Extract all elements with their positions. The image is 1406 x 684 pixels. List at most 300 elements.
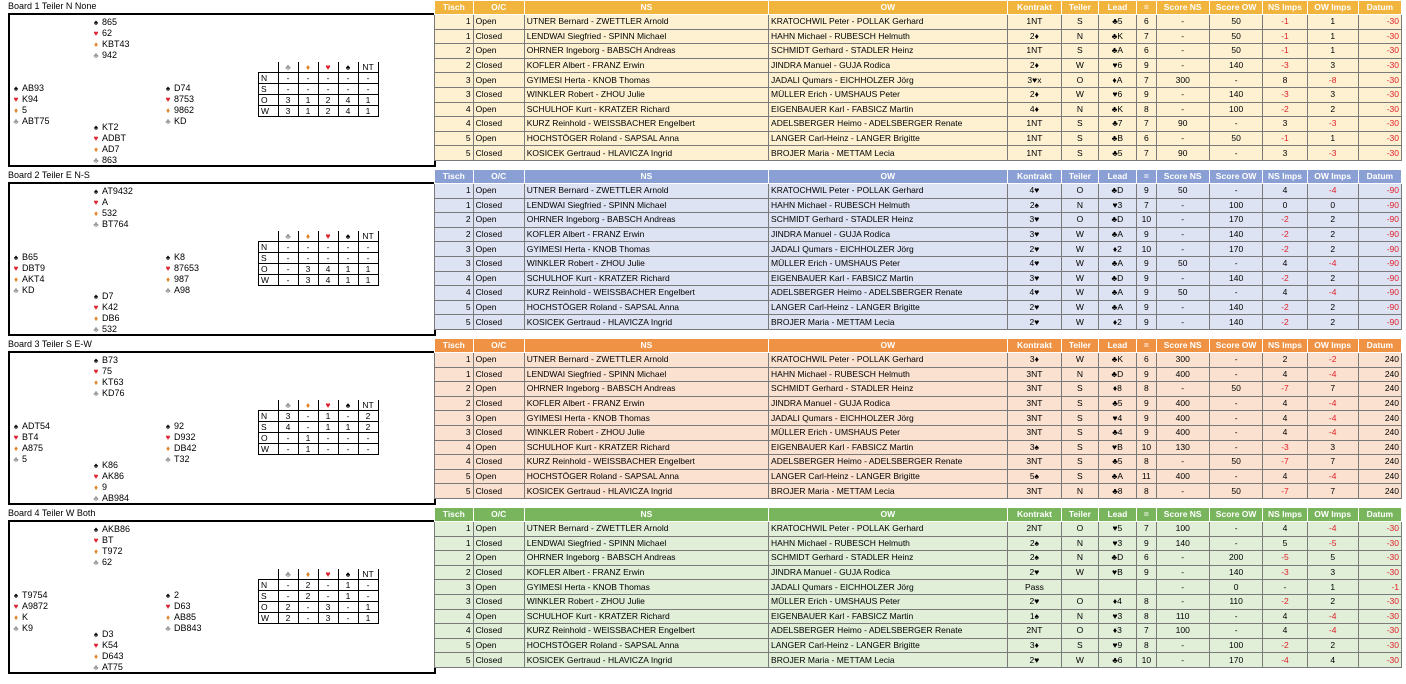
spade-icon: ♠ — [165, 591, 171, 600]
table-cell: -3 — [1263, 58, 1307, 73]
table-cell: 7 — [1137, 117, 1156, 132]
table-cell: - — [1156, 198, 1209, 213]
table-cell: 3 — [435, 73, 474, 88]
table-cell: - — [1156, 638, 1209, 653]
cards-text: T32 — [174, 454, 190, 464]
table-cell: EIGENBAUER Karl - FABSICZ Martin — [769, 102, 1008, 117]
table-cell: 240 — [1358, 469, 1401, 484]
table-cell: - — [1156, 484, 1209, 499]
diamond-icon: ♦ — [165, 444, 171, 453]
table-cell: -90 — [1358, 242, 1401, 257]
suit-holding — [10, 252, 45, 263]
table-cell: Open — [473, 242, 524, 257]
cards-text: D63 — [174, 601, 191, 611]
dd-cell: 4 — [318, 264, 338, 275]
table-cell: SCHULHOF Kurt - KRATZER Richard — [524, 609, 768, 624]
suit-holding — [10, 105, 50, 116]
suit-holding — [90, 28, 130, 39]
dd-header-cell: ♥ — [318, 400, 338, 411]
dd-cell: 3 — [298, 264, 318, 275]
diamond-icon: ♦ — [165, 275, 171, 284]
club-icon: ♣ — [165, 117, 171, 126]
table-cell: 9 — [1137, 58, 1156, 73]
spade-icon: ♠ — [165, 253, 171, 262]
suit-holding — [90, 460, 129, 471]
table-cell: -4 — [1307, 411, 1358, 426]
cards-text: K86 — [102, 460, 119, 470]
table-cell: Open — [473, 102, 524, 117]
suit-holding — [162, 94, 194, 105]
dd-cell: 1 — [298, 106, 318, 117]
table-cell: -3 — [1307, 117, 1358, 132]
table-cell: 130 — [1156, 440, 1209, 455]
table-cell: ADELSBERGER Heimo - ADELSBERGER Renate — [769, 455, 1008, 470]
dd-seat-label: W — [259, 106, 279, 117]
column-header: Datum — [1358, 170, 1401, 184]
column-header: Teiler — [1062, 339, 1098, 353]
east-hand — [162, 421, 197, 465]
cards-text: T972 — [102, 546, 123, 556]
board-title: Board 2 Teiler E N-S — [8, 170, 90, 180]
table-cell: -30 — [1358, 146, 1401, 161]
spade-icon: ♠ — [93, 461, 99, 470]
dd-cell: 1 — [358, 275, 378, 286]
dd-cell: 1 — [298, 95, 318, 106]
cards-text: 75 — [102, 366, 113, 376]
table-cell: 4 — [435, 286, 474, 301]
table-cell: ♥5 — [1098, 522, 1137, 537]
table-cell: 5 — [1263, 536, 1307, 551]
table-cell: -2 — [1263, 300, 1307, 315]
table-cell: 2♥ — [1007, 594, 1062, 609]
dd-cell: - — [278, 275, 298, 286]
cards-text: AT75 — [102, 662, 123, 672]
table-cell: Closed — [473, 367, 524, 382]
table-cell: -3 — [1263, 440, 1307, 455]
dd-cell: - — [318, 591, 338, 602]
table-cell: 1 — [435, 184, 474, 199]
table-cell: 170 — [1209, 242, 1262, 257]
table-cell: Closed — [473, 198, 524, 213]
results-table — [434, 338, 1402, 499]
table-cell: KOFLER Albert - FRANZ Erwin — [524, 396, 768, 411]
table-cell: ♦2 — [1098, 242, 1137, 257]
table-cell: JADALI Qumars - EICHHOLZER Jörg — [769, 411, 1008, 426]
table-cell: 3♦ — [1007, 638, 1062, 653]
table-cell: 9 — [1137, 256, 1156, 271]
table-cell: ♥6 — [1098, 87, 1137, 102]
cards-text: 92 — [174, 421, 185, 431]
dd-cell: - — [298, 613, 318, 624]
table-cell: 1NT — [1007, 44, 1062, 59]
cards-text: AKB86 — [102, 524, 131, 534]
table-cell: S — [1062, 440, 1098, 455]
table-cell: -7 — [1263, 382, 1307, 397]
table-cell: S — [1062, 117, 1098, 132]
cards-text: 865 — [102, 17, 118, 27]
table-cell: - — [1209, 286, 1262, 301]
table-cell: -3 — [1263, 565, 1307, 580]
column-header: NS Imps — [1263, 339, 1307, 353]
table-cell: 400 — [1156, 425, 1209, 440]
dd-cell: - — [318, 444, 338, 455]
table-cell: 3NT — [1007, 382, 1062, 397]
table-cell: EIGENBAUER Karl - FABSICZ Martin — [769, 609, 1008, 624]
board-box — [8, 351, 436, 505]
table-cell: 240 — [1358, 353, 1401, 368]
column-header: OW — [769, 508, 1008, 522]
table-cell: ♣A — [1098, 227, 1137, 242]
heart-icon: ♥ — [13, 602, 19, 611]
table-cell: -3 — [1263, 87, 1307, 102]
table-cell: -1 — [1263, 29, 1307, 44]
dd-row — [259, 422, 379, 433]
table-cell: 50 — [1209, 44, 1262, 59]
table-cell: KOFLER Albert - FRANZ Erwin — [524, 58, 768, 73]
table-cell: ♣D — [1098, 213, 1137, 228]
table-cell: 4♥ — [1007, 184, 1062, 199]
table-cell: SCHULHOF Kurt - KRATZER Richard — [524, 102, 768, 117]
table-cell: 4 — [1263, 411, 1307, 426]
table-cell: HOCHSTÖGER Roland - SAPSAL Anna — [524, 638, 768, 653]
table-cell: ♣K — [1098, 353, 1137, 368]
table-cell: O — [1062, 213, 1098, 228]
table-cell: S — [1062, 455, 1098, 470]
table-cell: ♣D — [1098, 367, 1137, 382]
table-cell: 50 — [1156, 286, 1209, 301]
table-cell: 170 — [1209, 213, 1262, 228]
heart-icon: ♥ — [93, 134, 99, 143]
heart-icon: ♥ — [93, 367, 99, 376]
table-cell: 3♥ — [1007, 271, 1062, 286]
cards-text: BT764 — [102, 219, 129, 229]
table-cell: 3 — [435, 594, 474, 609]
cards-text: AT9432 — [102, 186, 133, 196]
spade-icon: ♠ — [93, 18, 99, 27]
cards-text: 9862 — [174, 105, 195, 115]
table-cell: - — [1209, 469, 1262, 484]
heart-icon: ♥ — [13, 264, 19, 273]
table-cell: 1 — [1307, 15, 1358, 30]
table-cell: Open — [473, 522, 524, 537]
suit-holding — [162, 432, 197, 443]
table-cell: 9 — [1137, 286, 1156, 301]
table-cell: - — [1209, 367, 1262, 382]
table-row — [435, 353, 1402, 368]
table-cell: 2 — [1307, 242, 1358, 257]
table-cell: -30 — [1358, 536, 1401, 551]
dd-header-cell: ♦ — [298, 231, 318, 242]
table-cell: - — [1209, 522, 1262, 537]
board-title: Board 3 Teiler S E-W — [8, 339, 92, 349]
table-cell: - — [1156, 300, 1209, 315]
column-header: Tisch — [435, 339, 474, 353]
dd-cell: - — [338, 84, 358, 95]
table-cell: - — [1209, 440, 1262, 455]
double-dummy-table — [258, 231, 379, 286]
cards-text: B73 — [102, 355, 119, 365]
table-cell: -7 — [1263, 484, 1307, 499]
dd-cell: 3 — [298, 275, 318, 286]
dd-cell: - — [338, 602, 358, 613]
spade-icon: ♠ — [165, 84, 171, 93]
table-cell: -90 — [1358, 286, 1401, 301]
table-cell: N — [1062, 102, 1098, 117]
dd-cell: - — [278, 264, 298, 275]
suit-holding — [90, 313, 120, 324]
table-cell: ♣5 — [1098, 146, 1137, 161]
cards-text: BT4 — [22, 432, 39, 442]
dd-cell: - — [338, 253, 358, 264]
dd-header-cell: ♥ — [318, 231, 338, 242]
table-cell: Open — [473, 184, 524, 199]
column-header: Datum — [1358, 508, 1401, 522]
table-cell: Open — [473, 213, 524, 228]
dd-cell: 1 — [338, 422, 358, 433]
table-cell: 4 — [1263, 184, 1307, 199]
table-cell: UTNER Bernard - ZWETTLER Arnold — [524, 15, 768, 30]
cards-text: AD7 — [102, 144, 120, 154]
dd-header-cell: ♠ — [338, 400, 358, 411]
table-cell: Closed — [473, 117, 524, 132]
table-cell: Closed — [473, 29, 524, 44]
table-cell: LANGER Carl-Heinz - LANGER Brigitte — [769, 300, 1008, 315]
table-cell: 3 — [435, 411, 474, 426]
table-cell: SCHULHOF Kurt - KRATZER Richard — [524, 440, 768, 455]
table-cell: -30 — [1358, 653, 1401, 668]
table-cell: - — [1209, 425, 1262, 440]
table-cell: LENDWAI Siegfried - SPINN Michael — [524, 367, 768, 382]
table-cell: -4 — [1263, 653, 1307, 668]
table-row — [435, 198, 1402, 213]
west-hand — [10, 590, 48, 634]
suit-holding — [10, 590, 48, 601]
table-cell: 1 — [1307, 29, 1358, 44]
table-cell: WINKLER Robert - ZHOU Julie — [524, 425, 768, 440]
dd-seat-label: N — [259, 580, 279, 591]
table-cell: 140 — [1209, 87, 1262, 102]
cards-text: DB843 — [174, 623, 202, 633]
cards-text: AK86 — [102, 471, 125, 481]
table-cell: 5 — [435, 469, 474, 484]
dd-row — [259, 580, 379, 591]
column-header: Tisch — [435, 170, 474, 184]
table-cell: S — [1062, 131, 1098, 146]
suit-holding — [162, 274, 199, 285]
table-cell: 7 — [1137, 624, 1156, 639]
cards-text: B65 — [22, 252, 39, 262]
cards-text: DB42 — [174, 443, 197, 453]
table-cell: ♣A — [1098, 300, 1137, 315]
table-cell: 2 — [435, 227, 474, 242]
table-cell: 10 — [1137, 242, 1156, 257]
table-cell: SCHMIDT Gerhard - STADLER Heinz — [769, 44, 1008, 59]
table-cell: - — [1209, 146, 1262, 161]
table-cell: KRATOCHWIL Peter - POLLAK Gerhard — [769, 184, 1008, 199]
dd-corner — [259, 231, 279, 242]
table-cell: S — [1062, 638, 1098, 653]
table-cell: -2 — [1263, 102, 1307, 117]
table-cell: 2 — [435, 213, 474, 228]
column-header: OW — [769, 170, 1008, 184]
column-header: OW — [769, 339, 1008, 353]
table-cell: LENDWAI Siegfried - SPINN Michael — [524, 536, 768, 551]
table-cell: 3 — [1307, 565, 1358, 580]
club-icon: ♣ — [93, 220, 99, 229]
table-cell: 3NT — [1007, 455, 1062, 470]
dd-cell: 4 — [338, 106, 358, 117]
cards-text: D3 — [102, 629, 114, 639]
dd-cell: 4 — [338, 95, 358, 106]
column-header: OW Imps — [1307, 339, 1358, 353]
table-cell: 8 — [1137, 609, 1156, 624]
table-cell: 9 — [1137, 425, 1156, 440]
table-cell: 140 — [1209, 58, 1262, 73]
suit-holding — [90, 186, 133, 197]
table-cell: -90 — [1358, 271, 1401, 286]
table-cell: -30 — [1358, 29, 1401, 44]
table-cell: S — [1062, 44, 1098, 59]
table-cell: 10 — [1137, 213, 1156, 228]
club-icon: ♣ — [93, 663, 99, 672]
table-cell: Open — [473, 638, 524, 653]
table-cell: -4 — [1307, 256, 1358, 271]
table-cell: Open — [473, 551, 524, 566]
table-cell: 4 — [1263, 425, 1307, 440]
table-cell: S — [1062, 469, 1098, 484]
table-row — [435, 146, 1402, 161]
table-cell: ♥6 — [1098, 58, 1137, 73]
table-cell: 4 — [435, 455, 474, 470]
table-cell: 9 — [1137, 227, 1156, 242]
east-hand — [162, 83, 194, 127]
table-cell: 1 — [435, 198, 474, 213]
table-cell: Pass — [1007, 580, 1062, 595]
results-table — [434, 0, 1402, 161]
table-row — [435, 536, 1402, 551]
dd-cell: - — [338, 411, 358, 422]
diamond-icon: ♦ — [13, 275, 19, 284]
dd-cell: - — [298, 242, 318, 253]
table-cell: HOCHSTÖGER Roland - SAPSAL Anna — [524, 131, 768, 146]
table-cell: 1NT — [1007, 15, 1062, 30]
table-cell: 3 — [435, 87, 474, 102]
table-cell: 7 — [1137, 198, 1156, 213]
table-cell: ♣A — [1098, 256, 1137, 271]
table-cell: JINDRA Manuel - GUJA Rodica — [769, 396, 1008, 411]
table-row — [435, 242, 1402, 257]
table-cell: -1 — [1263, 44, 1307, 59]
table-cell: 200 — [1209, 551, 1262, 566]
table-cell: 50 — [1209, 131, 1262, 146]
table-cell: - — [1209, 256, 1262, 271]
cards-text: D74 — [174, 83, 191, 93]
table-cell: 240 — [1358, 382, 1401, 397]
table-cell: S — [1062, 396, 1098, 411]
dd-cell: - — [338, 433, 358, 444]
dd-cell: - — [358, 444, 378, 455]
diamond-icon: ♦ — [13, 613, 19, 622]
table-cell: -30 — [1358, 73, 1401, 88]
dd-header-cell: NT — [358, 231, 378, 242]
table-row — [435, 256, 1402, 271]
table-cell: - — [1156, 315, 1209, 330]
table-cell: 3NT — [1007, 484, 1062, 499]
dd-header-cell: ♦ — [298, 569, 318, 580]
table-cell: Closed — [473, 536, 524, 551]
heart-icon: ♥ — [165, 264, 171, 273]
dd-seat-label: W — [259, 613, 279, 624]
table-cell: -2 — [1263, 227, 1307, 242]
table-cell: ♥3 — [1098, 609, 1137, 624]
table-cell: Open — [473, 73, 524, 88]
column-header: OW Imps — [1307, 170, 1358, 184]
results-header-row — [435, 170, 1402, 184]
table-cell: 2♦ — [1007, 29, 1062, 44]
table-cell: O — [1062, 624, 1098, 639]
table-cell: O — [1062, 184, 1098, 199]
table-cell: -4 — [1307, 624, 1358, 639]
heart-icon: ♥ — [165, 602, 171, 611]
dd-row — [259, 275, 379, 286]
table-cell: 6 — [1137, 353, 1156, 368]
table-cell: - — [1156, 594, 1209, 609]
table-row — [435, 73, 1402, 88]
column-header: Kontrakt — [1007, 508, 1062, 522]
column-header: = — [1137, 1, 1156, 15]
cards-text: KD76 — [102, 388, 125, 398]
table-row — [435, 367, 1402, 382]
table-cell: -4 — [1307, 286, 1358, 301]
dd-cell: - — [318, 253, 338, 264]
table-cell: -4 — [1307, 184, 1358, 199]
cards-text: K — [22, 612, 29, 622]
table-cell: MÜLLER Erich - UMSHAUS Peter — [769, 594, 1008, 609]
dd-header-row — [259, 231, 379, 242]
dd-cell: 3 — [278, 106, 298, 117]
cards-text: D643 — [102, 651, 124, 661]
table-cell: WINKLER Robert - ZHOU Julie — [524, 256, 768, 271]
dd-seat-label: W — [259, 444, 279, 455]
cards-text: 62 — [102, 28, 113, 38]
table-cell: HAHN Michael - RUBESCH Helmuth — [769, 198, 1008, 213]
table-cell: -4 — [1307, 367, 1358, 382]
table-cell: -4 — [1307, 469, 1358, 484]
table-cell: ♦A — [1098, 73, 1137, 88]
table-cell: ♥3 — [1098, 536, 1137, 551]
table-cell: 300 — [1156, 73, 1209, 88]
table-cell: Open — [473, 411, 524, 426]
diamond-icon: ♦ — [93, 547, 99, 556]
table-cell: 3♥ — [1007, 213, 1062, 228]
table-row — [435, 411, 1402, 426]
table-cell: LENDWAI Siegfried - SPINN Michael — [524, 29, 768, 44]
double-dummy-table — [258, 62, 379, 117]
column-header: O/C — [473, 170, 524, 184]
table-cell: 4 — [1263, 367, 1307, 382]
diamond-icon: ♦ — [93, 378, 99, 387]
table-cell: SCHMIDT Gerhard - STADLER Heinz — [769, 551, 1008, 566]
dd-cell: - — [358, 580, 378, 591]
column-header: OW Imps — [1307, 1, 1358, 15]
table-cell: 3NT — [1007, 367, 1062, 382]
column-header: NS — [524, 339, 768, 353]
table-cell: - — [1209, 411, 1262, 426]
column-header: Score OW — [1209, 508, 1262, 522]
double-dummy-table — [258, 569, 379, 624]
table-cell: 4 — [1263, 469, 1307, 484]
dd-cell: - — [358, 253, 378, 264]
